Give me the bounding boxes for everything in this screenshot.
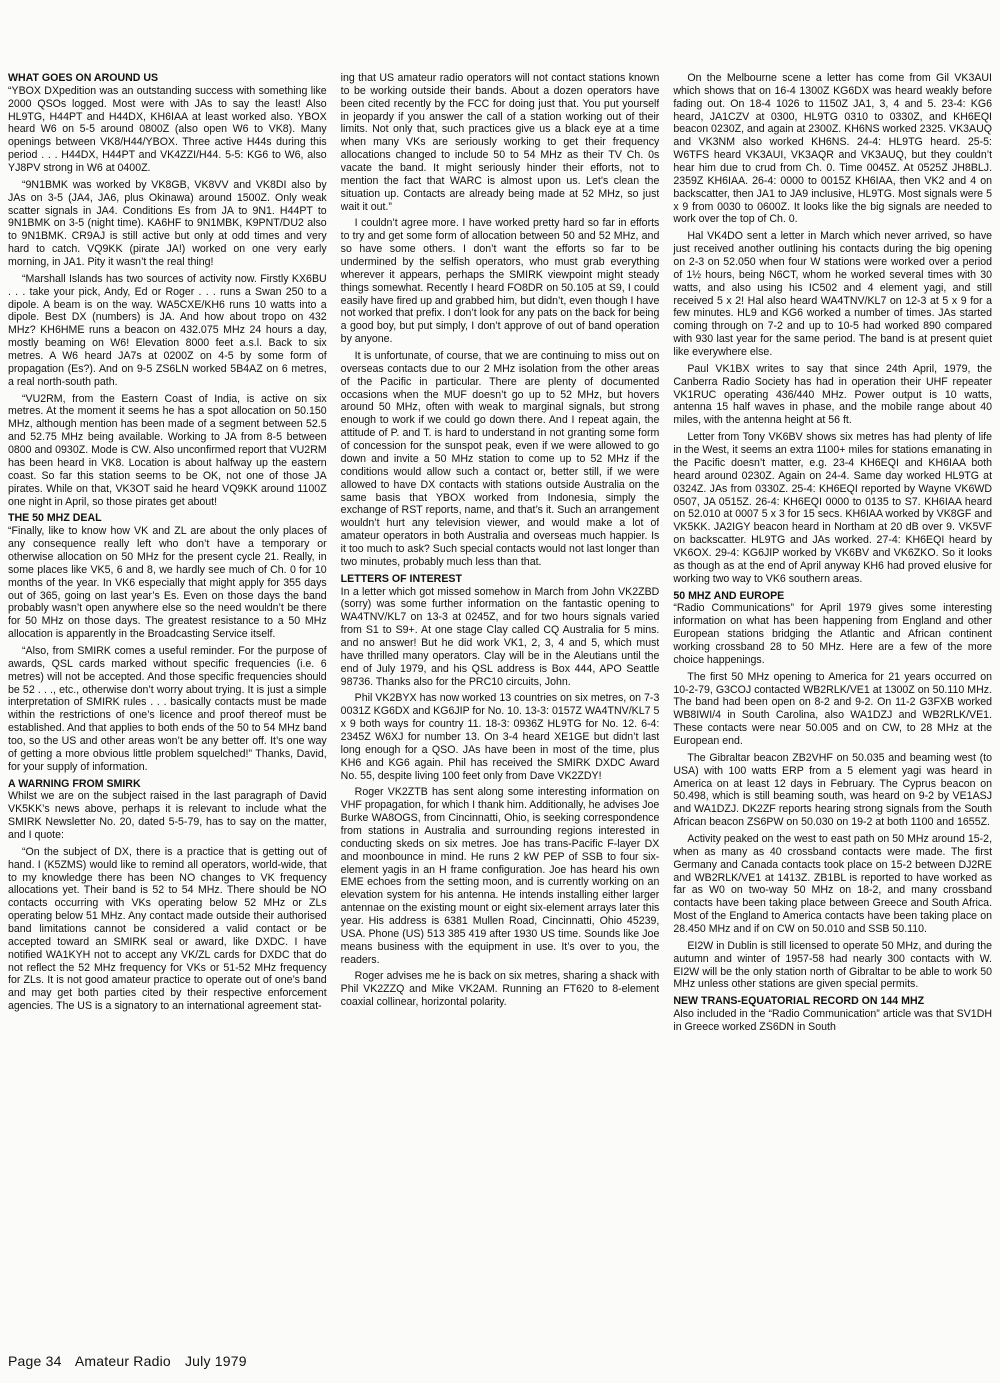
paragraph: On the Melbourne scene a letter has come from Gil VK3AUI which shows that on 16-4 1300Z KG6DX was heard weakly before fading out. On 18-4 1026 to 1150Z JA1, 3, 4 and 5. 23-4: KG6 heard, JA1CZV at 0300, HL9TG 0310 to 0330Z, and KH6EQI beacon 0230Z, and again at 2300Z. KH6NS worked 2325. VK3AUQ and VK3NM also worked KH6NS. 24-4: HL9TG heard. 25-5: W6TFS heard VK3AUI, VK3AQR and VK3AUQ, but they couldn’t hear him due to crud from Ch. 0. Time 0045Z. At 0525Z JH8BLJ. 2359Z KH6IAA. 26-4: 0000 to 0015Z KH6IAA, then VK2 and 4 on backscatter, then JA1 to JA9 inclusive, HL9TG. Most signals were 5 x 9 from 0030 to 0600Z. It looks like the big signals are needed to work over the top of Ch. 0. [673, 72, 993, 226]
paragraph: Roger VK2ZTB has sent along some interesting information on VHF propagation, for which I thank him. Additionally, he advises Joe Burke WA8OGS, from Cincinnatti, Ohio, is seeking correspondence from stations in Australia and surrounding regions interested in conducting skeds on six metres. Joe has trans-Pacific F-layer DX and moonbounce in mind. He runs 2 kW PEP of SSB to four six-element yagis in an H frame configuration. Joe has heard his own EME echoes from the setting moon, and is currently working on an elevation system for his antenna. He intends installing either larger antennae on the existing mount or eight six-element arrays later this year. His address is 6381 Mullen Road, Cincinnatti, Ohio 45239, USA. Phone (US) 513 385 419 after 1930 US time. Sounds like Joe means business with the equipment in use. It’s over to you, the readers. [340, 786, 660, 966]
paragraph: In a letter which got missed somehow in March from John VK2ZBD (sorry) was some further information on the fantastic opening to WA4TNV/KL7 on 13-3 at 0245Z, and for two hours signals varied from S1 to S9+. At one stage Clay called CQ Australia for 5 mins. and no answer! But he did work VK1, 2, 3, 4 and 5, which must have thrilled many operators. Clay will be in the Aleutians until the end of July 1979, and his QSL address is Box 444, APO Seattle 98736. Thanks also for the PRC10 circuits, John. [340, 585, 660, 688]
section-heading: NEW TRANS-EQUATORIAL RECORD ON 144 MHZ [673, 995, 925, 1008]
paragraph: Paul VK1BX writes to say that since 24th April, 1979, the Canberra Radio Society has had in operation their UHF repeater VK1RUC operating 436/440 MHz. Power output is 10 watts, antenna 15 half waves in phase, and the mobile range about 40 miles, with the antenna height at 56 ft. [673, 362, 993, 427]
section-heading: 50 MHZ AND EUROPE [673, 589, 785, 602]
paragraph: Also included in the “Radio Communication” article was that SV1DH in Greece worked ZS6DN in South [673, 1008, 993, 1034]
page-number: Page 34 [8, 1353, 62, 1369]
paragraph: The first 50 MHz opening to America for 21 years occurred on 10-2-79, G3COJ contacted WB2RLK/VE1 at 1300Z on 50.110 MHz. The band had been open on 8-2 and 9-2. On 11-2 G3FXB worked WB8IWI/4 in South Carolina, also WA1DZJ and WB2RLK/VE1. These contacts were near 50.005 and on CW, to 28 MHz at the European end. [673, 670, 993, 747]
section-heading: WHAT GOES ON AROUND US [8, 72, 159, 84]
paragraph: The Gibraltar beacon ZB2VHF on 50.035 and beaming west (to USA) with 100 watts ERP from a 5 element yagi was heard in America on at least 12 days in February. The Cyprus beacon on 50.498, which is still beaming south, was heard on 9-2 by VE1ASJ and WA1DZJ. DK2ZF reports hearing strong signals from the South African beacon ZS6PW on 50.030 on 19-2 at both 1100 and 1655Z. [673, 751, 993, 829]
section-heading: LETTERS OF INTEREST [340, 572, 462, 585]
magazine-title: Amateur Radio [74, 1353, 171, 1369]
paragraph: Roger advises me he is back on six metres, sharing a shack with Phil VK2ZZQ and Mike VK2AM. Running an FT620 to 8-element coaxial collinear, horizontal polarity. [340, 970, 660, 1009]
paragraph: It is unfortunate, of course, that we are continuing to miss out on overseas contacts due to our 2 MHz isolation from the other areas of the Pacific in particular. There are plenty of documented occasions when the MUF doesn’t go up to 52 MHz, but hovers around 50 MHz, often with weak to marginal signals, but strong enough to work if we could go down there. And I repeat again, the attitude of P. and T. is hard to understand in not granting some form of concession for the sunspot peak, even if we were allowed to go down and invite a 50 MHz station to come up to 52 MHz if the conditions would allow such a contact or, better still, if we were allowed to have DX contacts with stations outside Australia on the same basis that YBOX worked from Indonesia, simply the exchange of RST reports, name, and that’s it. Such an arrangement wouldn’t hurt any television viewer, and would make a lot of amateur operators in both Australia and overseas much happier. Is it too much to ask? Such special contacts would not last longer than two minutes, probably much less than that. [340, 350, 660, 568]
paragraph: Activity peaked on the west to east path on 50 MHz around 15-2, when as many as 40 crossband contacts were made. The first Germany and Canada contacts took place on 15-2 between DJ2RE and WB2RLK/VE1 at 1413Z. ZB1BL is reported to have worked as far as W0 on two-way 50 MHz on 18-2, and many crossband contacts have been taking place between Greece and South Africa. Most of the England to America contacts have been taking place on 28.450 MHz and if on CW on 50.010 and SSB 50.110. [673, 832, 993, 935]
paragraph: ing that US amateur radio operators will not contact stations known to be working outside their bands. About a dozen operators have been cited recently by the FCC for doing just that. You put yourself in jeopardy if you answer the call of a station working out of their limits. Not only that, such practices give us a black eye at a time when many VKs are seriously working to get their frequency allocations changed to include 50 to 54 MHz as their TV Ch. 0s vacate the band. It might seriously hinder their efforts, not to mention the fact that WARC is almost upon us. Let’s clean the situation up. Contacts are already being made at 52 MHz, so just wait it out.” [340, 72, 660, 213]
paragraph: “9N1BMK was worked by VK8GB, VK8VV and VK8DI also by JAs on 3-5 (JA4, JA6, plus Okinawa) around 1500Z. Only weak scatter signals in JA4. Conditions Es from JA to 9N1. H44PT to 9N1BMK on 3-5 (night time). KA6HF to 9N1MBK, K9PNT/DU2 also to 9N1BMK. CR9AJ is still active but only at odd times and very hard to catch. VQ9KK (pirate JA!) worked on one very early morning, in JA1. Pity it wasn’t the real thing! [8, 178, 327, 269]
page-footer [8, 1353, 257, 1369]
paragraph: “Marshall Islands has two sources of activity now. Firstly KX6BU . . . take your pick, Andy, Ed or Roger . . . runs a Swan 250 to a dipole. A beam is on the way. WA5CXE/KH6 runs 10 watts into a dipole. Best DX (numbers) is JA. And how about tropo on 432 MHz? KH6HME runs a beacon on 432.075 MHz 24 hours a day, mostly beaming on W6! Elevation 8000 feet a.s.l. Back to six metres. A W6 heard JA7s at 0200Z on 4-5 by some form of propagation (Es?). And on 9-5 ZS6LN worked 5B4AZ on 6 metres, a real north-south path. [8, 272, 327, 388]
column-3 [673, 72, 992, 1344]
section-heading: A WARNING FROM SMIRK [8, 777, 141, 790]
column-2 [341, 72, 660, 1344]
section-heading: THE 50 MHZ DEAL [8, 512, 102, 525]
paragraph: “Also, from SMIRK comes a useful reminder. For the purpose of awards, QSL cards marked without specific frequencies (i.e. 6 metres) will not be accepted. And those specific frequencies should be 52 . . ., etc., otherwise don’t worry about trying. It is just a simple interpretation of SMIRK rules . . . basically contacts must be made within the restrictions of one’s licence and proof thereof must be established. And that applies to both ends of the 50 to 54 MHz band too, so the US and other areas won’t be any better off. It’s one way of getting a more obvious little problem squelched!” Thanks, David, for your supply of information. [8, 644, 327, 773]
paragraph: Hal VK4DO sent a letter in March which never arrived, so have just received another outlining his contacts during the big opening on 2-3 on 52.050 when four W stations were worked over a period of 1½ hours, being N6CT, whom he worked several times with 30 watts, and also using his IC502 and 4 element yagi, and still received 5 x 2! Hal also heard WA4TNV/KL7 on 12-3 at 5 x 9 for a few minutes. HL9 and KG6 worked a number of times. JAs started coming through on 7-2 and up to 10-5 had worked 890 compared with 930 last year for the same period. The band is at present quiet like everywhere else. [673, 230, 993, 359]
paragraph: I couldn’t agree more. I have worked pretty hard so far in efforts to try and get some form of allocation between 50 and 52 MHz, and so have some others. I don’t want the efforts so far to be undermined by the selfish operators, who must grab everything wherever it appears, perhaps the SMIRK viewpoint might steady things somewhat. Recently I heard FO8DR on 50.105 at S9, I could easily have fired up and grabbed him, but didn’t, even though I have not worked that prefix. I don’t look for any pats on the back for being a good boy, but put simply, I don’t approve of out of band operation by anyone. [340, 217, 660, 346]
text-columns [8, 72, 992, 1344]
paragraph: “Radio Communications” for April 1979 gives some interesting information on what has been happening from England and other European stations bridging the Atlantic and African continent working crossband 28 to 50 MHz. Here are a few of the more choice happenings. [673, 602, 993, 666]
paragraph: Letter from Tony VK6BV shows six metres has had plenty of life in the West, it seems an extra 1100+ miles for stations emanating in the Pacific doesn’t matter, e.g. 23-4 KH6EQI and KH6IAA both heard around 0230Z. Again on 24-4. Same day worked HL9TG at 0324Z. JAs from 0330Z. 25-4: KH6EQI reported by Wayne VK6WD 0507, JA 0515Z. 26-4: KH6EQI 0000 to 0135 to S7. KH6IAA heard on 52.010 at 0007 5 x 3 for 15 secs. KH6IAA worked by VK8GF and VK5KK. JA2IGY beacon heard in Northam at 20 dB over 9. VK5VF on backscatter. HL9TG and JAs worked. 27-4: KH6EQI heard by VK6OX. 29-4: KG6JIP worked by VK6BV and VK6ZKO. So it looks as though as at the end of April anyway KH6 had proved elusive for working two way to VK6 southern areas. [673, 431, 993, 585]
paragraph: “On the subject of DX, there is a practice that is getting out of hand. I (K5ZMS) would like to remind all operators, world-wide, that to my knowledge there has been NO changes to VK frequency allocations yet. Their band is 52 to 54 MHz. There should be NO contacts occurring with VKs operating below 52 MHz or ZLs operating below 51 MHz. Any contact made outside their authorised band limitations cannot be considered a valid contact or be accepted toward an SMIRK seal or award, like DXDC. I have notified WA1KYH not to accept any VK/ZL cards for DXDC that do not reflect the 52 MHz frequency for VKs or 51-52 MHz frequency for ZLs. It is not good amateur practice to operate out of one’s band and may get both parties cited by their respective enforcement agencies. The US is a signatory to an international agreement stat- [8, 845, 327, 1013]
paragraph: “Finally, like to know how VK and ZL are about the only places of any consequence really left who don’t have a temporary or otherwise allocation on 50 MHz for the present cycle 21. Really, in some places like VK5, 6 and 8, we hardly see much of Ch. 0 for 10 months of the year. In VK6 especially that might apply for 355 days out of 365, going on last year’s Es. Even on those days the band probably wasn’t open anywhere else so the need wouldn’t be there for 50 MHz on those days. The greatest resistance to a 50 MHz allocation is apparently in the Broadcasting Service itself. [8, 525, 327, 641]
paragraph: “VU2RM, from the Eastern Coast of India, is active on six metres. At the moment it seems he has a spot allocation on 50.150 MHz, although mention has been made of a segment between 52.5 and 52.75 MHz being available. Working to JA from 8-5 between 0800 and 0930Z. Mode is CW. Also unconfirmed report that VU2RM has been heard in VK8. Location is about halfway up the eastern coast. So far this station seems to be OK, not one of those JA pirates. While on that, VK3OT said he heard VQ9KK around 1100Z one night in April, so those pirates get about! [8, 392, 327, 508]
paragraph: EI2W in Dublin is still licensed to operate 50 MHz, and during the autumn and winter of 1957-58 had nearly 300 contacts with W. EI2W will be the only station north of Gibraltar to be able to work 50 MHz unless other stations are given special permits. [673, 939, 993, 991]
column-1 [8, 72, 327, 1344]
paragraph: “YBOX DXpedition was an outstanding success with something like 2000 QSOs logged. Most were with JAs to say the least! Also HL9TG, H44PT and H44DX, KH6IAA at least worked also. YBOX heard W6 on 5-5 around 0800Z (also open W6 to VK8). Many openings between VK8/H44/YBOX. Three active H44s during this period . . . H44DX, H44PT and VK4ZZI/H44. 5-5: KG6 to W6, also YJ8PV strong in W6 at 0400Z. [8, 84, 327, 175]
issue-date: July 1979 [184, 1353, 247, 1369]
paragraph: Whilst we are on the subject raised in the last paragraph of David VK5KK’s news above, perhaps it is relevant to include what the SMIRK Newsletter No. 20, dated 5-5-79, has to say on the matter, and I quote: [8, 790, 327, 841]
paragraph: Phil VK2BYX has now worked 13 countries on six metres, on 7-3 0031Z KG6DX and KG6JIP for No. 10. 13-3: 0157Z WA4TNV/KL7 5 x 9 both ways for country 11. 18-3: 0936Z HL9TG for No. 12. 6-4: 2345Z W6XJ for number 13. On 3-4 heard XE1GE but didn’t last long enough for a QSO. JAs have been in most of the time, plus KH6 and KG6 again. Phil has received the SMIRK DXDC Award No. 55, despite living 100 feet only from Dave VK2ZDY! [340, 692, 660, 782]
